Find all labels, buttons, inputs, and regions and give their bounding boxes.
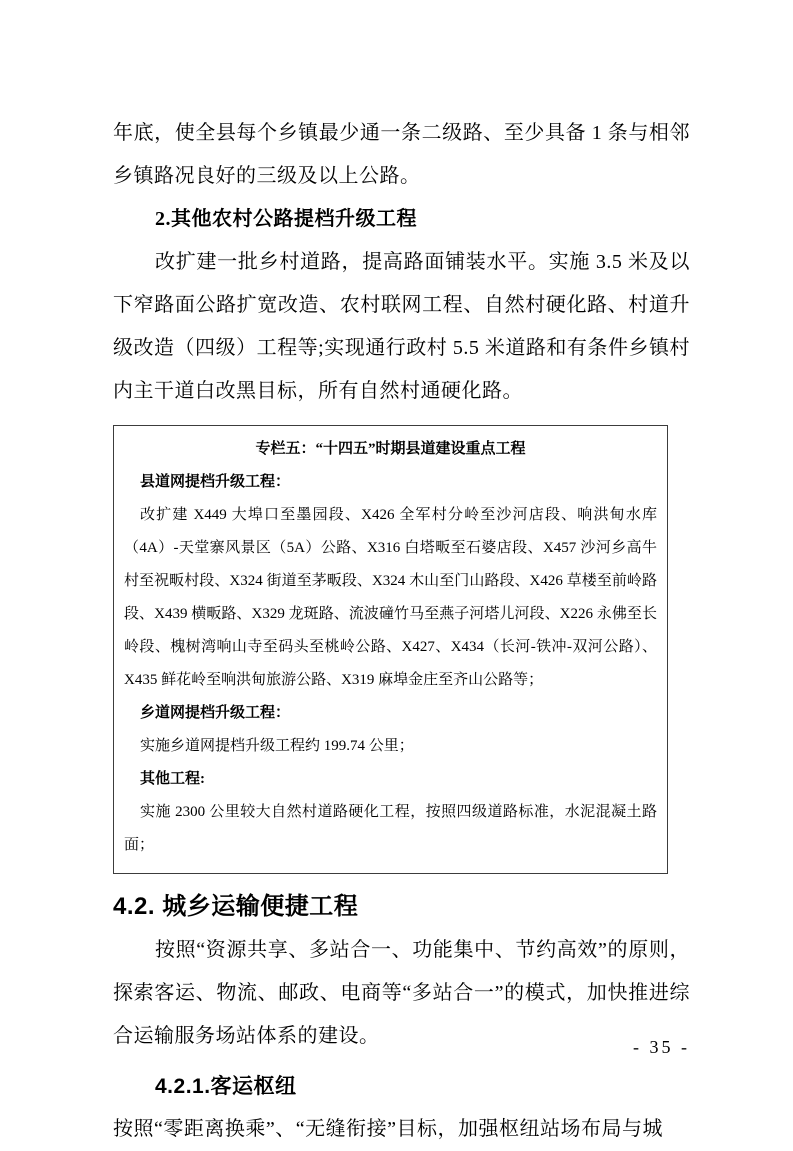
heading-4-2-urban-rural-transport: 4.2. 城乡运输便捷工程: [113, 893, 359, 920]
other-projects-body: 实施 2300 公里较大自然村道路硬化工程，按照四级道路标准，水泥混凝土路面；: [124, 804, 657, 853]
column-five-title: 专栏五：“十四五”时期县道建设重点工程: [255, 441, 526, 457]
paragraph-4-2-1: 按照“零距离换乘”、“无缝衔接”目标，加强枢纽站场布局与城: [113, 1118, 664, 1140]
township-road-upgrade-head: 乡道网提档升级工程：: [140, 705, 291, 721]
heading-4-2-1-passenger-hub: 4.2.1.客运枢纽: [155, 1075, 297, 1098]
paragraph-continuation: 年底，使全县每个乡镇最少通一条二级路、至少具备 1 条与相邻乡镇路况良好的三级及以上公路。: [113, 122, 690, 187]
paragraph-4-2: 按照“资源共享、多站合一、功能集中、节约高效”的原则，探索客运、物流、邮政、电商等“多站合一”的模式，加快推进综合运输服务场站体系的建设。: [113, 939, 690, 1047]
county-road-upgrade-body: 改扩建 X449 大埠口至墨园段、X426 全军村分岭至沙河店段、响洪甸水库（4A）-天堂寨风景区（5A）公路、X316 白塔畈至石婆店段、X457 沙河乡高牛村至祝畈村段、X324 街道至茅畈段、X324 木山至门山路段、X426 草楼至前岭路段、X439 横畈路、X329 龙斑路、流波䃥竹马至燕子河塔儿河段、X226 永佛至长岭段、槐树湾响山寺至码头至桃岭公路、X427、X434（长河-铁冲-双河公路）、X435 鲜花岭至响洪甸旅游公路、X319 麻埠金庄至齐山公路等；: [124, 507, 657, 688]
column-five-box: [113, 425, 668, 874]
heading-other-rural-road-upgrade: 2.其他农村公路提档升级工程: [155, 208, 417, 230]
page-number: - 35 -: [633, 1037, 690, 1057]
other-projects-head: 其他工程:: [140, 771, 205, 787]
township-road-upgrade-body: 实施乡道网提档升级工程约 199.74 公里；: [140, 738, 414, 754]
paragraph-rural-road-upgrade: 改扩建一批乡村道路，提高路面铺装水平。实施 3.5 米及以下窄路面公路扩宽改造、农村联网工程、自然村硬化路、村道升级改造（四级）工程等;实现通行政村 5.5 米道路和有条件乡镇村内主干道白改黑目标，所有自然村通硬化路。: [113, 251, 690, 402]
county-road-upgrade-head: 县道网提档升级工程：: [140, 474, 291, 490]
